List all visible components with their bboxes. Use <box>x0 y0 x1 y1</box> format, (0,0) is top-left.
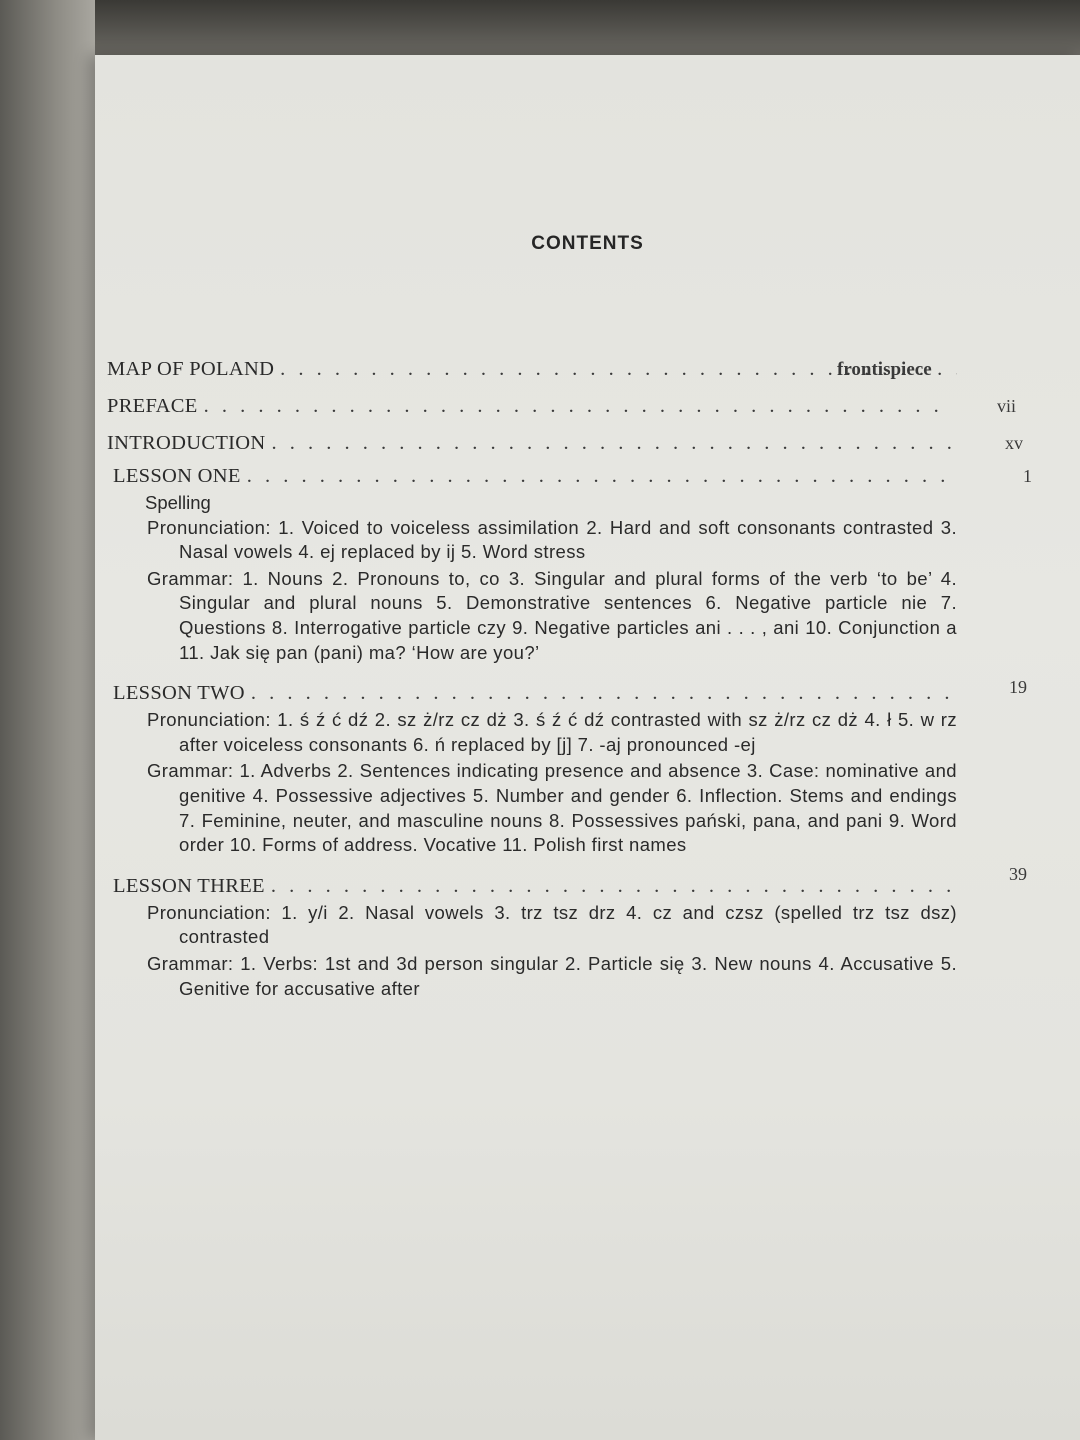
toc-entry-lesson-two: LESSON TWO . . . 19 <box>107 681 957 706</box>
lesson-pronunciation <box>107 708 957 757</box>
lesson-spelling: Spelling <box>145 492 211 513</box>
lesson-pronunciation <box>107 516 957 565</box>
dot-leader <box>251 681 951 706</box>
grammar-text: Grammar: 1. Nouns 2. Pronouns to, co 3. Singular and plural forms of the verb ‘to be’ 4. Singular and plural nouns 5. Demonstrative sentences 6. Negative particle nie 7. Questions 8. Interrogative particle czy 9. Negative particles ani . . . , ani 10. Conjunction a 11. Jak się pan (pani) ma? ‘How are you?’ <box>147 567 957 663</box>
pronunciation-text: Pronunciation: 1. y/i 2. Nasal vowels 3. trz tsz drz 4. cz and czsz (spelled trz tsz dsz) contrasted <box>147 901 957 948</box>
toc-entry-lesson-three: LESSON THREE . . . 39 <box>107 874 957 899</box>
lesson-two <box>107 677 1027 858</box>
pronunciation-text: Pronunciation: 1. ś ź ć dź 2. sz ż/rz cz dż 3. ś ź ć dź contrasted with sz ż/rz cz dż 4. ł 5. w rz after voiceless consonants 6. ń replaced by [j] 7. -aj pronounced -ej <box>147 709 957 755</box>
toc-entry-introduction: INTRODUCTION . . . xv <box>107 431 957 456</box>
page-title: CONTENTS <box>531 233 644 254</box>
lesson-three <box>107 863 1027 1001</box>
toc-entry-preface: PREFACE . . . vii <box>107 394 957 419</box>
table-of-contents <box>107 357 1032 1017</box>
lesson-title: LESSON THREE <box>113 874 265 897</box>
dot-leader <box>271 874 951 899</box>
toc-entry-map: MAP OF POLAND . . . frontispiece <box>107 357 957 382</box>
dot-leader <box>247 464 951 489</box>
grammar-text: Grammar: 1. Adverbs 2. Sentences indicating presence and absence 3. Case: nominative and genitive 4. Possessive adjectives 5. Number and gender 6. Inflection. Stems and endings 7. Feminine, neuter, and masculine nouns 8. Possessives pański, pana, and pani 9. Word order 10. Forms of address. Vocative 11. Polish first names <box>147 760 957 856</box>
grammar-text: Grammar: 1. Verbs: 1st and 3d person singular 2. Particle się 3. New nouns 4. Accusative 5. Genitive for accusative after <box>147 952 957 999</box>
toc-entry-lesson-one: LESSON ONE . . . 1 <box>107 464 957 489</box>
backdrop-top <box>0 0 1080 60</box>
dot-leader <box>204 394 951 419</box>
lesson-grammar <box>107 952 957 1001</box>
lesson-one <box>107 464 1032 665</box>
backdrop-left <box>0 0 95 1440</box>
pronunciation-text: Pronunciation: 1. Voiced to voiceless assimilation 2. Hard and soft consonants contrasted 3. Nasal vowels 4. ej replaced by ij 5. Word stress <box>147 516 957 563</box>
lesson-pronunciation <box>107 901 957 950</box>
lesson-grammar <box>107 567 957 665</box>
dot-leader <box>271 431 951 456</box>
page-content <box>95 55 1080 1440</box>
book-page <box>95 55 1080 1440</box>
lesson-grammar <box>107 759 957 857</box>
toc-entry-label: INTRODUCTION <box>107 432 266 454</box>
lesson-title: LESSON TWO <box>113 682 245 705</box>
toc-entry-label: MAP OF POLAND <box>107 358 275 380</box>
toc-entry-label: PREFACE <box>107 395 198 417</box>
lesson-title: LESSON ONE <box>113 465 241 487</box>
